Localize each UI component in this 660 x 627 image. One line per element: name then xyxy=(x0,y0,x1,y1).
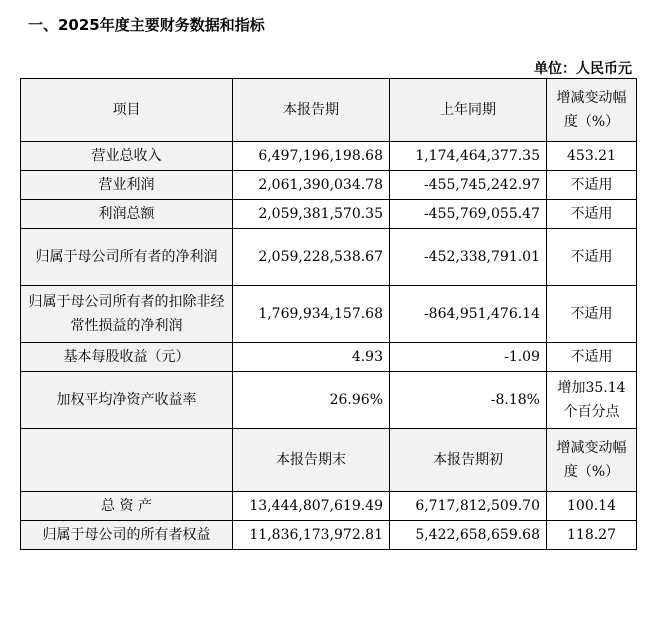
table-row xyxy=(21,492,637,521)
section-title: 一、2025年度主要财务数据和指标 xyxy=(28,16,265,34)
financial-data-table xyxy=(20,78,637,550)
current-value: 2,059,228,538.67 xyxy=(233,229,390,286)
current-value: 2,059,381,570.35 xyxy=(233,200,390,229)
header-prior-period: 上年同期 xyxy=(390,79,547,142)
unit-label: 单位：人民币元 xyxy=(534,61,632,77)
table-header-row xyxy=(21,79,637,142)
table-subheader-row xyxy=(21,429,637,492)
row-label: 加权平均净资产收益率 xyxy=(21,372,233,429)
prior-value: -8.18% xyxy=(390,372,547,429)
subheader-period-end: 本报告期末 xyxy=(233,429,390,492)
current-value: 4.93 xyxy=(233,343,390,372)
change-value: 不适用 xyxy=(547,200,637,229)
subheader-item xyxy=(21,429,233,492)
current-value: 11,836,173,972.81 xyxy=(233,521,390,550)
subheader-period-start: 本报告期初 xyxy=(390,429,547,492)
current-value: 13,444,807,619.49 xyxy=(233,492,390,521)
subheader-change-pct: 增减变动幅度（%） xyxy=(547,429,637,492)
change-value: 不适用 xyxy=(547,343,637,372)
change-value: 增加35.14个百分点 xyxy=(547,372,637,429)
row-label: 归属于母公司的所有者权益 xyxy=(21,521,233,550)
change-value: 118.27 xyxy=(547,521,637,550)
prior-value: 5,422,658,659.68 xyxy=(390,521,547,550)
prior-value: 1,174,464,377.35 xyxy=(390,142,547,171)
table-row xyxy=(21,286,637,343)
current-value: 2,061,390,034.78 xyxy=(233,171,390,200)
table-row xyxy=(21,372,637,429)
row-label: 归属于母公司所有者的扣除非经常性损益的净利润 xyxy=(21,286,233,343)
table-row xyxy=(21,343,637,372)
table-row xyxy=(21,521,637,550)
prior-value: -455,745,242.97 xyxy=(390,171,547,200)
table-row xyxy=(21,200,637,229)
change-value: 不适用 xyxy=(547,286,637,343)
current-value: 1,769,934,157.68 xyxy=(233,286,390,343)
table-row xyxy=(21,171,637,200)
header-current-period: 本报告期 xyxy=(233,79,390,142)
change-value: 不适用 xyxy=(547,229,637,286)
change-value: 453.21 xyxy=(547,142,637,171)
header-item: 项目 xyxy=(21,79,233,142)
prior-value: -455,769,055.47 xyxy=(390,200,547,229)
prior-value: -864,951,476.14 xyxy=(390,286,547,343)
row-label: 营业总收入 xyxy=(21,142,233,171)
current-value: 6,497,196,198.68 xyxy=(233,142,390,171)
row-label: 归属于母公司所有者的净利润 xyxy=(21,229,233,286)
row-label: 利润总额 xyxy=(21,200,233,229)
prior-value: -452,338,791.01 xyxy=(390,229,547,286)
prior-value: -1.09 xyxy=(390,343,547,372)
row-label: 营业利润 xyxy=(21,171,233,200)
header-change-pct: 增减变动幅度（%） xyxy=(547,79,637,142)
row-label: 总 资 产 xyxy=(21,492,233,521)
table-row xyxy=(21,142,637,171)
prior-value: 6,717,812,509.70 xyxy=(390,492,547,521)
row-label: 基本每股收益（元） xyxy=(21,343,233,372)
current-value: 26.96% xyxy=(233,372,390,429)
change-value: 不适用 xyxy=(547,171,637,200)
change-value: 100.14 xyxy=(547,492,637,521)
table-row xyxy=(21,229,637,286)
